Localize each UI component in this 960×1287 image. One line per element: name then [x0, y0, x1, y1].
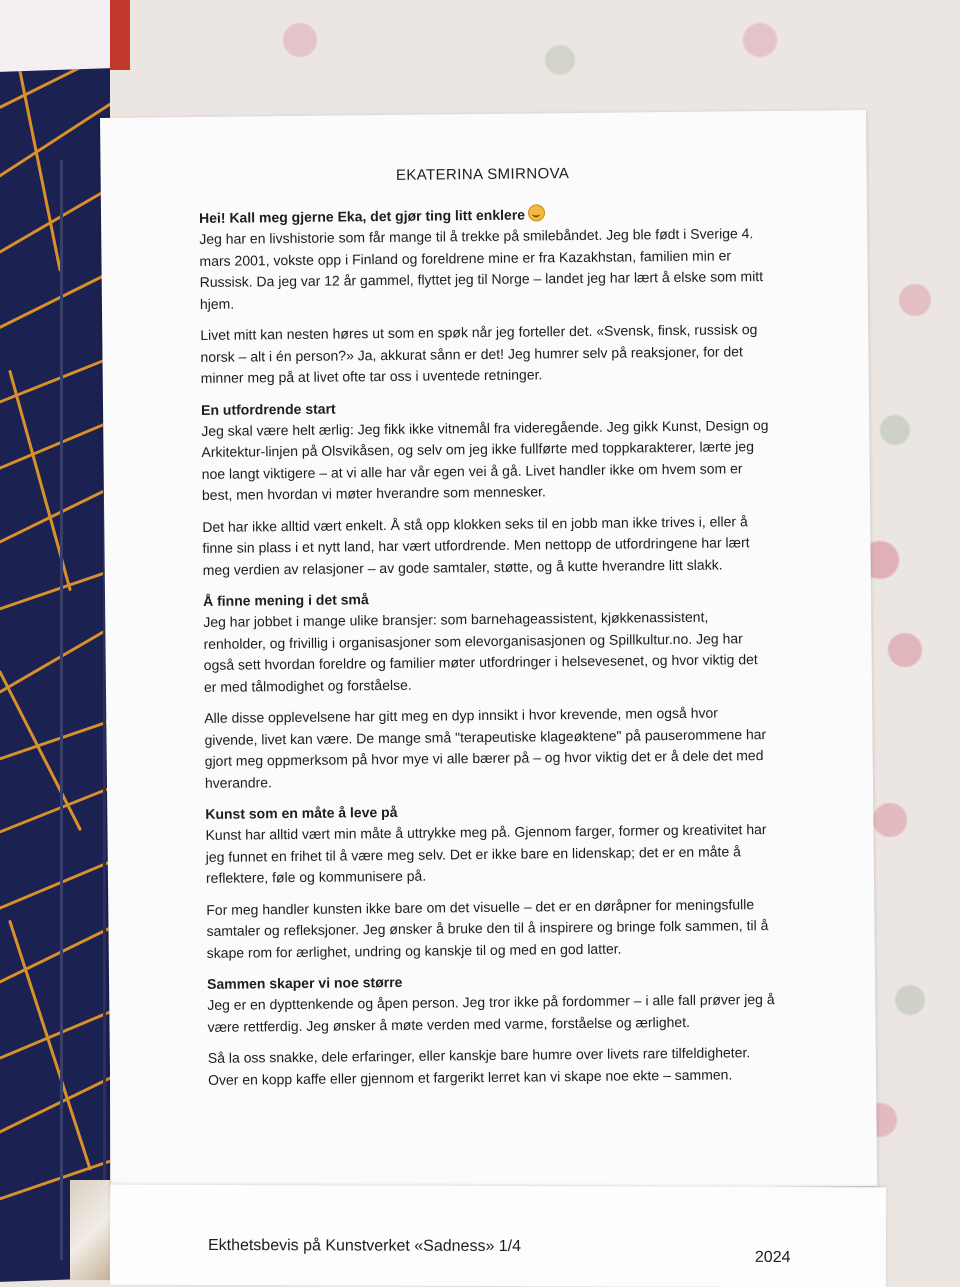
- section-heading: Sammen skaper vi noe større: [206, 973, 403, 992]
- red-object: [110, 0, 130, 70]
- paragraph: Jeg er en dypttenkende og åpen person. Jeg tror ikke på fordommer – i alle fall prøver jeg å være rettferdig. Jeg ønsker å møte verden med varme, forståelse og ærlighet.: [207, 990, 775, 1035]
- card-edges: [60, 158, 106, 1260]
- section-utfordrende-start: [201, 394, 771, 581]
- section-intro: [199, 202, 769, 389]
- certificate-title: Ekthetsbevis på Kunstverket «Sadness» 1/4: [207, 1236, 522, 1256]
- section-finne-mening: [203, 585, 773, 794]
- document-title: EKATERINA SMIRNOVA: [395, 165, 570, 184]
- paragraph: Jeg har en livshistorie som får mange til å trekke på smilebåndet. Jeg ble født i Sverige 4. mars 2001, vokste opp i Finland og foreldrene mine er fra Kazakhstan, familien min er Russisk. Da jeg var 12 år gammel, flyttet jeg til Norge – landet jeg har lært å elske som mitt hjem.: [199, 225, 764, 312]
- artwork-cards-stack: [0, 68, 110, 1282]
- paragraph: For meg handler kunsten ikke bare om det visuelle – det er en døråpner for meningsfulle samtaler og refleksjoner. Jeg ønsker å bruke den til å inspirere og bringe folk sammen, til å skape rom for ærlighet, undring og kanskje til og med en god latter.: [206, 895, 769, 961]
- section-heading: Kunst som en måte å leve på: [205, 803, 398, 822]
- paragraph: Så la oss snakke, dele erfaringer, eller kanskje bare humre over livets rare tilfeldigheter. Over en kopp kaffe eller gjennom et fargerikt lerret kan vi skape noe ekte – sammen.: [207, 1044, 751, 1088]
- paragraph: Alle disse opplevelsene har gitt meg en dyp innsikt i hvor krevende, men også hvor givende, livet kan være. De mange små "terapeutiske klageøktene" på pauserommene har gjort meg oppmerksom på hvor mye vi alle bærer på – og hvor viktig det er å dele det med hverandre.: [204, 704, 767, 791]
- paragraph: Jeg skal være helt ærlig: Jeg fikk ikke vitnemål fra videregående. Jeg gikk Kunst, Design og Arkitektur-linjen på Olsvikåsen, og selv om jeg ikke fullførte med toppkarakterer, lærte jeg noe langt viktigere – at vi alle har vår egen vei å gå. Livet handler ikke om hvem som er best, men hvordan vi møter hverandre som mennesker.: [201, 416, 769, 503]
- paragraph: Det har ikke alltid vært enkelt. Å stå opp klokken seks til en jobb man ikke trives i, eller å finne sin plass i et nytt land, har vært utfordrende. Men nettopp de utfordringene har lært meg verdien av relasjoner – av gode samtaler, støtte, og å kutte hverandre litt slakk.: [202, 512, 750, 578]
- certificate-label: [110, 1185, 886, 1287]
- certificate-year: 2024: [754, 1248, 791, 1267]
- paragraph: Kunst har alltid vært min måte å uttrykke meg på. Gjennom farger, former og kreativitet har jeg funnet en frihet til å være meg selv. Det er ikke bare en lidenskap; det er en måte å reflektere, føle og kommunisere på.: [205, 821, 767, 886]
- intro-heading: Hei! Kall meg gjerne Eka, det gjør ting litt enklere: [199, 202, 767, 229]
- letter-page: [100, 110, 877, 1194]
- paragraph: Livet mitt kan nesten høres ut som en spøk når jeg forteller det. «Svensk, finsk, russisk og norsk – alt i én person?» Ja, akkurat sånn er det! Jeg humrer selv på reaksjoner, for det minner meg på at livet ofte tar oss i uventede retninger.: [200, 321, 758, 386]
- section-heading: Å finne mening i det små: [202, 591, 369, 609]
- section-heading: En utfordrende start: [200, 400, 336, 418]
- smiling-face-icon: [528, 204, 545, 221]
- paragraph: Jeg har jobbet i mange ulike bransjer: som barnehageassistent, kjøkkenassistent, renholder, og frivillig i organisasjoner som elevorganisasjonen og Spillkultur.no. Jeg har også sett hvordan foreldre og familier møter utfordringer i helsevesenet, og hvor viktig det er med tålmodighet og forståelse.: [203, 608, 758, 695]
- section-sammen: [207, 968, 776, 1091]
- section-kunst: [205, 798, 775, 964]
